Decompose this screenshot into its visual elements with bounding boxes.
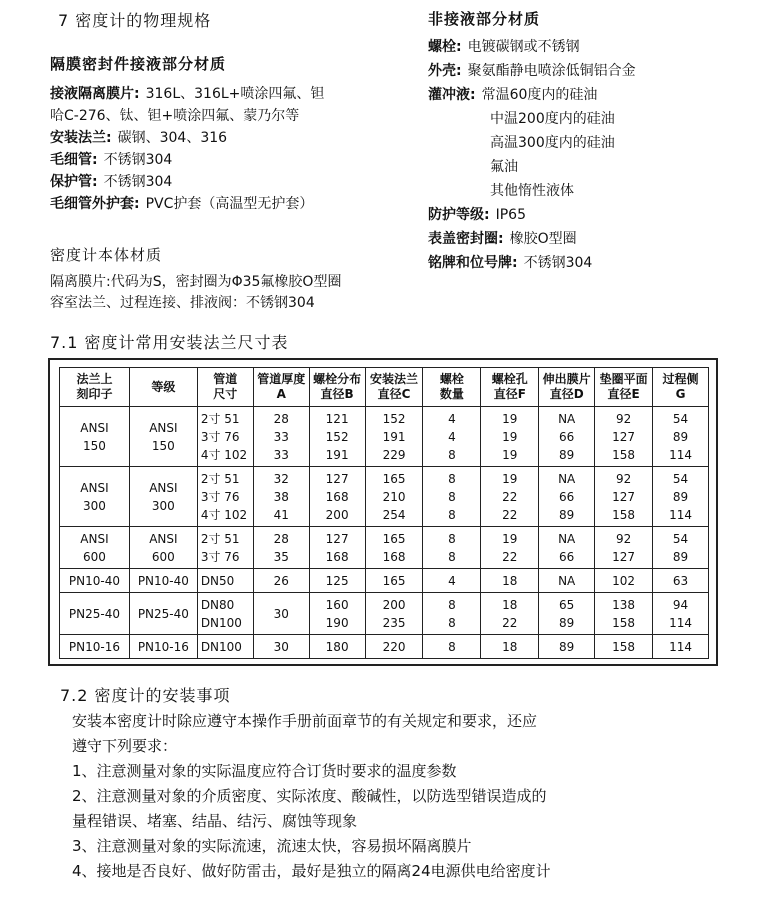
cell-value: 8: [448, 471, 456, 486]
column-header-text: 刻印子: [76, 387, 113, 401]
cell-value: 4: [448, 573, 456, 588]
material-label: 防护等级:: [428, 207, 490, 223]
cell-value: 8: [448, 447, 456, 462]
flange-table-frame: [48, 358, 718, 666]
material-item: [428, 227, 758, 251]
material-item: [428, 35, 758, 59]
material-label: 外壳:: [428, 63, 462, 79]
table-cell-f: [481, 467, 539, 527]
cell-value: 92: [615, 531, 632, 546]
column-header-text: 直径B: [320, 387, 354, 401]
section-7-title: 7 密度计的物理规格: [58, 11, 212, 30]
column-header: [253, 368, 309, 407]
column-header: [539, 368, 595, 407]
table-cell-mark: [60, 593, 130, 635]
material-value: 不锈钢304: [103, 152, 173, 168]
material-item: [428, 59, 758, 83]
table-cell-e: [595, 527, 653, 569]
material-value: 不锈钢304: [523, 255, 593, 271]
cell-value: 30: [273, 639, 289, 654]
cell-value: 2寸 51: [200, 471, 240, 486]
table-cell-c: [365, 593, 423, 635]
cell-value: 300: [83, 498, 106, 513]
table-cell-size: [197, 593, 253, 635]
cell-value: 22: [502, 507, 518, 522]
cell-value: 89: [559, 507, 575, 522]
cell-value: 66: [559, 549, 575, 564]
table-cell-f: [481, 569, 539, 593]
cell-value: 200: [382, 597, 406, 612]
cell-value: 300: [151, 498, 175, 513]
cell-value: 18: [502, 597, 518, 612]
column-header-text: 尺寸: [213, 387, 238, 401]
material-item: [50, 105, 380, 127]
material-value: 碳钢、304、316: [117, 130, 228, 146]
cell-value: 35: [273, 549, 289, 564]
column-header-text: 数量: [439, 387, 464, 401]
table-cell-mark: [60, 407, 130, 467]
cell-value: 254: [382, 507, 406, 522]
column-header-text: 直径D: [549, 387, 584, 401]
table-cell-f: [481, 407, 539, 467]
body-materials-list: [50, 272, 390, 314]
body-material-line: 隔离膜片:代码为S，密封圈为Φ35氟橡胶O型圈: [50, 274, 342, 290]
table-cell-mark: [60, 527, 130, 569]
table-cell-b: [309, 593, 365, 635]
column-header: [197, 368, 253, 407]
cell-value: 89: [672, 489, 689, 504]
cell-value: 158: [612, 507, 636, 522]
table-cell-b: [309, 569, 365, 593]
column-header-text: 等级: [151, 379, 176, 394]
cell-value: 121: [325, 411, 349, 426]
column-header: [309, 368, 365, 407]
table-cell-b: [309, 635, 365, 659]
table-cell-n: [423, 407, 481, 467]
section-7-2-title: 7.2 密度计的安装事项: [60, 686, 231, 705]
cell-value: 180: [325, 639, 349, 654]
table-cell-g: [653, 467, 709, 527]
table-cell-c: [365, 467, 423, 527]
material-item: [50, 83, 380, 105]
cell-value: 127: [612, 429, 636, 444]
column-header: [423, 368, 481, 407]
cell-value: 158: [612, 639, 636, 654]
cell-value: 210: [382, 489, 406, 504]
cell-value: 102: [612, 573, 636, 588]
table-cell-grade: [129, 467, 197, 527]
cell-value: 125: [325, 573, 349, 588]
cell-value: 127: [325, 531, 349, 546]
material-value: 常温60度内的硅油: [481, 87, 598, 103]
body-material-line: 容室法兰、过程连接、排液阀：不锈钢304: [50, 295, 315, 311]
table-cell-e: [595, 569, 653, 593]
cell-value: 8: [448, 549, 456, 564]
table-cell-grade: [129, 527, 197, 569]
column-header-text: G: [675, 387, 686, 401]
cell-value: 22: [502, 549, 518, 564]
cell-value: 138: [612, 597, 636, 612]
table-cell-size: [197, 407, 253, 467]
column-header-text: 伸出膜片: [542, 372, 591, 386]
column-header-text: 直径E: [607, 387, 640, 401]
material-label: 螺栓:: [428, 39, 462, 55]
note-line: 安装本密度计时除应遵守本操作手册前面章节的有关规定和要求，还应: [72, 712, 538, 730]
column-header: [595, 368, 653, 407]
table-row: [60, 527, 709, 569]
cell-value: 152: [325, 429, 349, 444]
material-value: 高温300度内的硅油: [490, 135, 615, 151]
table-cell-mark: [60, 467, 130, 527]
column-header: [653, 368, 709, 407]
material-item: [428, 83, 758, 107]
cell-value: 158: [612, 447, 636, 462]
cell-value: DN50: [200, 573, 235, 588]
column-header-text: A: [276, 387, 286, 401]
cell-value: 114: [669, 639, 692, 654]
cell-value: 94: [672, 597, 689, 612]
cell-value: 235: [382, 615, 406, 630]
cell-value: 600: [83, 549, 106, 564]
table-cell-d: [539, 593, 595, 635]
table-row: [60, 467, 709, 527]
cell-value: 8: [448, 507, 456, 522]
column-header-text: 螺栓: [439, 372, 464, 386]
note-line: 2、注意测量对象的介质密度、实际浓度、酸碱性，以防选型错误造成的: [72, 787, 547, 805]
cell-value: 165: [382, 531, 406, 546]
table-cell-d: [539, 407, 595, 467]
table-cell-mark: [60, 569, 130, 593]
material-item: [428, 251, 758, 275]
cell-value: 30: [273, 606, 289, 621]
table-cell-size: [197, 467, 253, 527]
cell-value: 4寸 102: [200, 507, 248, 522]
column-header-text: 螺栓分布: [313, 372, 362, 386]
material-value: IP65: [495, 207, 526, 223]
cell-value: 168: [325, 549, 349, 564]
cell-value: 4寸 102: [200, 447, 248, 462]
cell-value: 8: [448, 639, 456, 654]
table-cell-f: [481, 635, 539, 659]
cell-value: 229: [382, 447, 406, 462]
material-value: 哈C-276、钛、钽+喷涂四氟、蒙乃尔等: [50, 108, 300, 124]
cell-value: 19: [502, 447, 518, 462]
table-cell-a: [253, 527, 309, 569]
section-7-1-title: 7.1 密度计常用安装法兰尺寸表: [50, 333, 289, 352]
column-header-text: 过程侧: [662, 372, 699, 386]
table-cell-g: [653, 407, 709, 467]
material-item: [428, 107, 758, 131]
material-value: 聚氨酯静电喷涂低铜铝合金: [467, 63, 636, 79]
cell-value: PN10-16: [137, 639, 189, 654]
cell-value: 127: [325, 471, 349, 486]
cell-value: 152: [382, 411, 406, 426]
cell-value: 19: [502, 411, 518, 426]
material-label: 灌冲液:: [428, 87, 476, 103]
table-cell-d: [539, 635, 595, 659]
material-item: [50, 127, 380, 149]
table-cell-a: [253, 635, 309, 659]
cell-value: 38: [273, 489, 289, 504]
non-wetted-materials-list: [428, 35, 758, 275]
material-label: 接液隔离膜片:: [50, 86, 140, 102]
material-item: [428, 179, 758, 203]
material-value: 316L、316L+喷涂四氟、钽: [145, 86, 325, 102]
cell-value: 127: [612, 549, 636, 564]
table-cell-a: [253, 467, 309, 527]
column-header-text: 管道厚度: [257, 372, 306, 386]
cell-value: ANSI: [149, 531, 178, 546]
table-cell-d: [539, 569, 595, 593]
column-header-text: 直径C: [377, 387, 411, 401]
material-value: PVC护套（高温型无护套）: [145, 196, 314, 212]
cell-value: NA: [558, 531, 576, 546]
cell-value: 600: [151, 549, 175, 564]
cell-value: NA: [558, 471, 576, 486]
table-cell-c: [365, 527, 423, 569]
material-label: 毛细管:: [50, 152, 98, 168]
material-value: 中温200度内的硅油: [490, 111, 615, 127]
installation-notes: [72, 709, 762, 884]
table-cell-n: [423, 569, 481, 593]
cell-value: 3寸 76: [200, 549, 240, 564]
note-line: 3、注意测量对象的实际流速，流速太快，容易损坏隔离膜片: [72, 837, 472, 855]
cell-value: ANSI: [80, 420, 109, 435]
cell-value: 127: [612, 489, 636, 504]
cell-value: 8: [448, 597, 456, 612]
cell-value: 28: [273, 531, 289, 546]
table-cell-size: [197, 635, 253, 659]
table-cell-a: [253, 407, 309, 467]
cell-value: 33: [273, 429, 289, 444]
table-cell-grade: [129, 635, 197, 659]
cell-value: 65: [559, 597, 575, 612]
cell-value: 200: [325, 507, 349, 522]
table-cell-a: [253, 593, 309, 635]
cell-value: 19: [502, 429, 518, 444]
cell-value: 66: [559, 429, 575, 444]
cell-value: 114: [669, 507, 692, 522]
cell-value: 2寸 51: [200, 531, 240, 546]
flange-dimension-table: [59, 367, 709, 659]
material-label: 铭牌和位号牌:: [428, 255, 518, 271]
note-line: 1、注意测量对象的实际温度应符合订货时要求的温度参数: [72, 762, 457, 780]
cell-value: 8: [448, 489, 456, 504]
material-label: 保护管:: [50, 174, 98, 190]
material-item: [428, 131, 758, 155]
table-cell-a: [253, 569, 309, 593]
cell-value: 92: [615, 411, 632, 426]
cell-value: 220: [382, 639, 406, 654]
material-label: 安装法兰:: [50, 130, 112, 146]
column-header-text: 法兰上: [76, 372, 113, 386]
cell-value: 89: [559, 447, 575, 462]
column-header-text: 垫圈平面: [599, 372, 648, 386]
table-cell-n: [423, 593, 481, 635]
cell-value: 28: [273, 411, 289, 426]
cell-value: ANSI: [80, 531, 109, 546]
material-value: 不锈钢304: [103, 174, 173, 190]
cell-value: 89: [559, 615, 575, 630]
table-cell-grade: [129, 593, 197, 635]
table-row: [60, 569, 709, 593]
cell-value: 191: [382, 429, 406, 444]
table-row: [60, 407, 709, 467]
cell-value: 165: [382, 471, 406, 486]
material-label: 表盖密封圈:: [428, 231, 504, 247]
table-cell-mark: [60, 635, 130, 659]
table-cell-g: [653, 569, 709, 593]
cell-value: 2寸 51: [200, 411, 240, 426]
cell-value: 22: [502, 489, 518, 504]
wetted-materials-list: [50, 83, 380, 215]
table-cell-b: [309, 407, 365, 467]
table-cell-grade: [129, 407, 197, 467]
cell-value: 54: [672, 531, 689, 546]
table-cell-g: [653, 635, 709, 659]
cell-value: 150: [83, 438, 106, 453]
table-cell-g: [653, 593, 709, 635]
column-header: [129, 368, 197, 407]
material-value: 氟油: [490, 159, 518, 175]
table-header-row: [60, 368, 709, 407]
table-row: [60, 635, 709, 659]
cell-value: 168: [382, 549, 406, 564]
cell-value: DN100: [200, 615, 242, 630]
cell-value: 3寸 76: [200, 429, 240, 444]
table-cell-e: [595, 635, 653, 659]
table-cell-d: [539, 527, 595, 569]
cell-value: PN10-16: [68, 639, 120, 654]
cell-value: 8: [448, 615, 456, 630]
table-cell-b: [309, 527, 365, 569]
cell-value: 8: [448, 531, 456, 546]
cell-value: 190: [325, 615, 349, 630]
cell-value: 19: [502, 471, 518, 486]
table-cell-d: [539, 467, 595, 527]
table-cell-f: [481, 593, 539, 635]
cell-value: 22: [502, 615, 518, 630]
material-label: 毛细管外护套:: [50, 196, 140, 212]
cell-value: 18: [502, 639, 518, 654]
cell-value: 3寸 76: [200, 489, 240, 504]
cell-value: 168: [325, 489, 349, 504]
material-item: [50, 149, 380, 171]
cell-value: 26: [273, 573, 289, 588]
cell-value: DN80: [200, 597, 235, 612]
cell-value: 92: [615, 471, 632, 486]
table-cell-e: [595, 593, 653, 635]
cell-value: 89: [672, 429, 689, 444]
cell-value: 41: [273, 507, 289, 522]
cell-value: DN100: [200, 639, 242, 654]
table-row: [60, 593, 709, 635]
cell-value: 191: [325, 447, 349, 462]
column-header: [481, 368, 539, 407]
table-cell-size: [197, 527, 253, 569]
non-wetted-heading: 非接液部分材质: [428, 10, 541, 28]
cell-value: 32: [273, 471, 289, 486]
cell-value: 114: [669, 615, 692, 630]
table-cell-size: [197, 569, 253, 593]
cell-value: 89: [672, 549, 689, 564]
cell-value: 66: [559, 489, 575, 504]
cell-value: 4: [448, 429, 456, 444]
column-header-text: 螺栓孔: [491, 372, 528, 386]
cell-value: 18: [502, 573, 518, 588]
material-item: [428, 203, 758, 227]
cell-value: NA: [558, 573, 576, 588]
column-header-text: 管道: [213, 372, 238, 386]
cell-value: 54: [672, 411, 689, 426]
column-header-text: 直径F: [493, 387, 526, 401]
cell-value: PN25-40: [68, 606, 120, 621]
table-cell-c: [365, 635, 423, 659]
material-value: 其他惰性液体: [490, 183, 574, 199]
cell-value: 89: [559, 639, 575, 654]
table-cell-e: [595, 467, 653, 527]
table-cell-e: [595, 407, 653, 467]
wetted-heading: 隔膜密封件接液部分材质: [50, 55, 227, 73]
cell-value: 33: [273, 447, 289, 462]
table-cell-n: [423, 635, 481, 659]
note-line: 4、接地是否良好、做好防雷击，最好是独立的隔离24电源供电给密度计: [72, 862, 551, 880]
table-cell-g: [653, 527, 709, 569]
table-cell-n: [423, 467, 481, 527]
material-value: 电镀碳钢或不锈钢: [467, 39, 580, 55]
cell-value: 19: [502, 531, 518, 546]
column-header-text: 安装法兰: [370, 372, 419, 386]
material-value: 橡胶O型圈: [509, 231, 577, 247]
cell-value: 63: [672, 573, 689, 588]
column-header: [365, 368, 423, 407]
cell-value: ANSI: [149, 480, 178, 495]
cell-value: 114: [669, 447, 692, 462]
cell-value: 158: [612, 615, 636, 630]
cell-value: 165: [382, 573, 406, 588]
table-cell-b: [309, 467, 365, 527]
cell-value: 150: [151, 438, 175, 453]
cell-value: ANSI: [80, 480, 109, 495]
material-item: [50, 171, 380, 193]
cell-value: 4: [448, 411, 456, 426]
cell-value: 54: [672, 471, 689, 486]
table-cell-c: [365, 569, 423, 593]
table-cell-c: [365, 407, 423, 467]
material-item: [428, 155, 758, 179]
note-line: 遵守下列要求：: [72, 737, 178, 755]
column-header: [60, 368, 130, 407]
note-line: 量程错误、堵塞、结晶、结污、腐蚀等现象: [72, 812, 358, 830]
table-cell-n: [423, 527, 481, 569]
body-material-heading: 密度计本体材质: [50, 246, 163, 264]
cell-value: 160: [325, 597, 349, 612]
table-cell-grade: [129, 569, 197, 593]
cell-value: PN10-40: [137, 573, 189, 588]
cell-value: ANSI: [149, 420, 178, 435]
cell-value: NA: [558, 411, 576, 426]
cell-value: PN25-40: [137, 606, 189, 621]
cell-value: PN10-40: [68, 573, 120, 588]
material-item: [50, 193, 380, 215]
table-cell-f: [481, 527, 539, 569]
